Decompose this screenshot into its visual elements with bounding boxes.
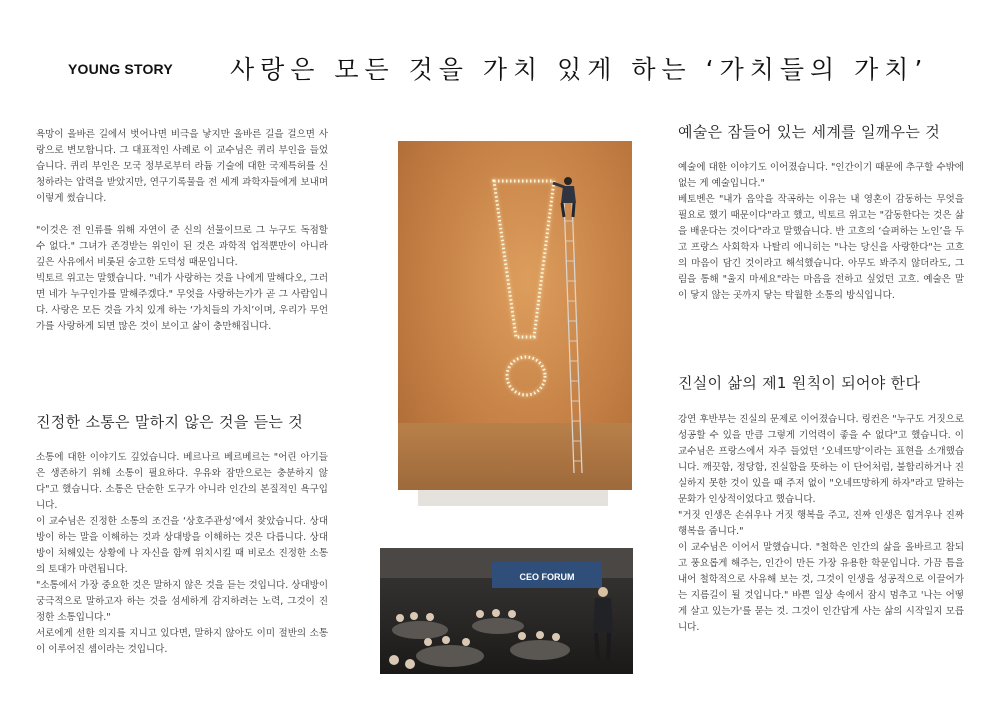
- paragraph: 이 교수님은 진정한 소통의 조건을 ‘상호주관성’에서 찾았습니다. 상대방이 하는 말을 이해하는 것과 상대방을 이해하는 것은 다릅니다. 상대방이 처해있는 상황에 나 자신을 함께 위치시킬 때 비로소 진정한 소통의 토대가 마련됩니다.: [36, 516, 328, 575]
- paragraph: 강연 후반부는 진실의 문제로 이어졌습니다. 링컨은 "누구도 거짓으로 성공할 수 있을 만큼 그렇게 기억력이 좋을 수 없다"고 했습니다. 이 교수님은 프랑스에서 자주 들었던 ‘오네뜨망’이라는 표현을 소개했습니다. 깨끗함, 정당함, 진실함을 뜻하는 이 단어처럼, 불합리하거나 진실하지 못한 것이 있을 때 주저 없이 "오네뜨망하게 하자"라고 말하는 문화가 인상적이었다고 했습니다.: [678, 414, 964, 505]
- photo-ceo-forum-lecture: [380, 548, 633, 674]
- right-column-bottom: [678, 412, 964, 636]
- subheading-art: 예술은 잠들어 있는 세계를 일깨우는 것: [678, 123, 940, 141]
- paragraph: 소통에 대한 이야기도 깊었습니다. 베르나르 베르베르는 "어린 아기들은 생존하기 위해 소통이 필요하다. 우유와 잠만으로는 충분하지 않다"고 했습니다. 소통은 단순한 도구가 아니라 인간의 본질적인 욕구입니다.: [36, 452, 328, 511]
- subheading-truth: 진실이 삶의 제1 원칙이 되어야 한다: [678, 374, 921, 392]
- section-label: YOUNG STORY: [68, 61, 173, 77]
- speaker: [593, 587, 613, 660]
- audience-tables: [392, 618, 570, 667]
- right-column-top: [678, 160, 964, 304]
- paragraph: 빅토르 위고는 말했습니다. "네가 사랑하는 것을 나에게 말해다오, 그러면 네가 누구인가를 말해주겠다." 무엇을 사랑하는가가 곧 그 사람입니다. 사랑은 모든 것을 가치 있게 하는 ‘가치들의 가치’이며, 우리가 무언가를 사랑하게 되면 많은 것이 보이고 삶이 충만해집니다.: [36, 273, 328, 332]
- left-column-bottom: [36, 450, 328, 658]
- paragraph: 서로에게 선한 의지를 지니고 있다면, 말하지 않아도 이미 절반의 소통이 이루어진 셈이라는 것입니다.: [36, 628, 328, 655]
- photo-exclamation-art: [398, 141, 632, 490]
- paragraph: 이 교수님은 이어서 말했습니다. "철학은 인간의 삶을 올바르고 참되고 풍요롭게 해주는, 인간이 만든 가장 유용한 학문입니다. 가끔 틈을 내어 철학적으로 사유해 보는 것, 그것이 인생을 성공적으로 이끌어가는 지름길이 될 것입니다." 바쁜 일상 속에서 잠시 멈추고 '나는 어떻게 살고 있는가'를 묻는 것. 그것이 인간답게 사는 삶의 시작일지 모릅니다.: [678, 542, 964, 633]
- subheading-communication: 진정한 소통은 말하지 않은 것을 듣는 것: [36, 413, 304, 431]
- paragraph: 욕망이 올바른 길에서 벗어나면 비극을 낳지만 올바른 길을 걸으면 사랑으로 변모합니다. 그 대표적인 사례로 이 교수님은 퀴리 부인을 들었습니다. 퀴리 부인은 모국 정부로부터 라듐 기술에 대한 국제특허를 신청하라는 압력을 받았지만, 연구기록물을 전 세계 과학자들에게 보내며 이렇게 썼습니다.: [36, 129, 328, 204]
- exclamation-illustration: [398, 141, 632, 490]
- left-column-top: [36, 127, 328, 335]
- paragraph: 예술에 대한 이야기도 이어졌습니다. "인간이기 때문에 추구할 수밖에 없는 게 예술입니다.": [678, 162, 964, 189]
- paragraph: "소통에서 가장 중요한 것은 말하지 않은 것을 듣는 것입니다. 상대방이 궁극적으로 말하고자 하는 것을 섬세하게 감지하려는 노력, 그것이 진정한 소통입니다.": [36, 580, 328, 623]
- lecture-scene: [380, 548, 633, 674]
- paragraph: "이것은 전 인류를 위해 자연이 준 신의 선물이므로 그 누구도 독점할 수 없다." 그녀가 존경받는 위인이 된 것은 과학적 업적뿐만이 아니라 깊은 사유에서 비롯된 숭고한 도덕성 때문입니다.: [36, 225, 328, 268]
- screen-text: CEO FORUM: [519, 572, 575, 582]
- paragraph: "거짓 인생은 손쉬우나 거짓 행복을 주고, 진짜 인생은 힘겨우나 진짜 행복을 줍니다.": [678, 510, 964, 537]
- page-headline: 사랑은 모든 것을 가치 있게 하는 ‘가치들의 가치’: [230, 55, 929, 84]
- paragraph: 베토벤은 "내가 음악을 작곡하는 이유는 내 영혼이 감동하는 무엇을 필요로 했기 때문이다"라고 했고, 빅토르 위고는 "감동한다는 것은 삶을 배운다는 것이다"라고 말했습니다. 반 고흐의 ‘슬퍼하는 노인’을 두고 프랑스 사회학자 나탈리 에니히는 "나는 당신을 사랑한다"는 고흐의 마음이 담긴 것이라고 해석했습니다. 아무도 봐주지 않더라도, 그림을 통해 "울지 마세요"라는 마음을 전하고 싶었던 고흐. 예술은 말이 닿지 않는 곳까지 닿는 탁월한 소통의 방식입니다.: [678, 194, 964, 301]
- light-exclamation-dot: [507, 357, 545, 395]
- man-on-ladder: [553, 177, 576, 217]
- floor: [398, 423, 632, 490]
- light-exclamation-bar: [494, 181, 554, 337]
